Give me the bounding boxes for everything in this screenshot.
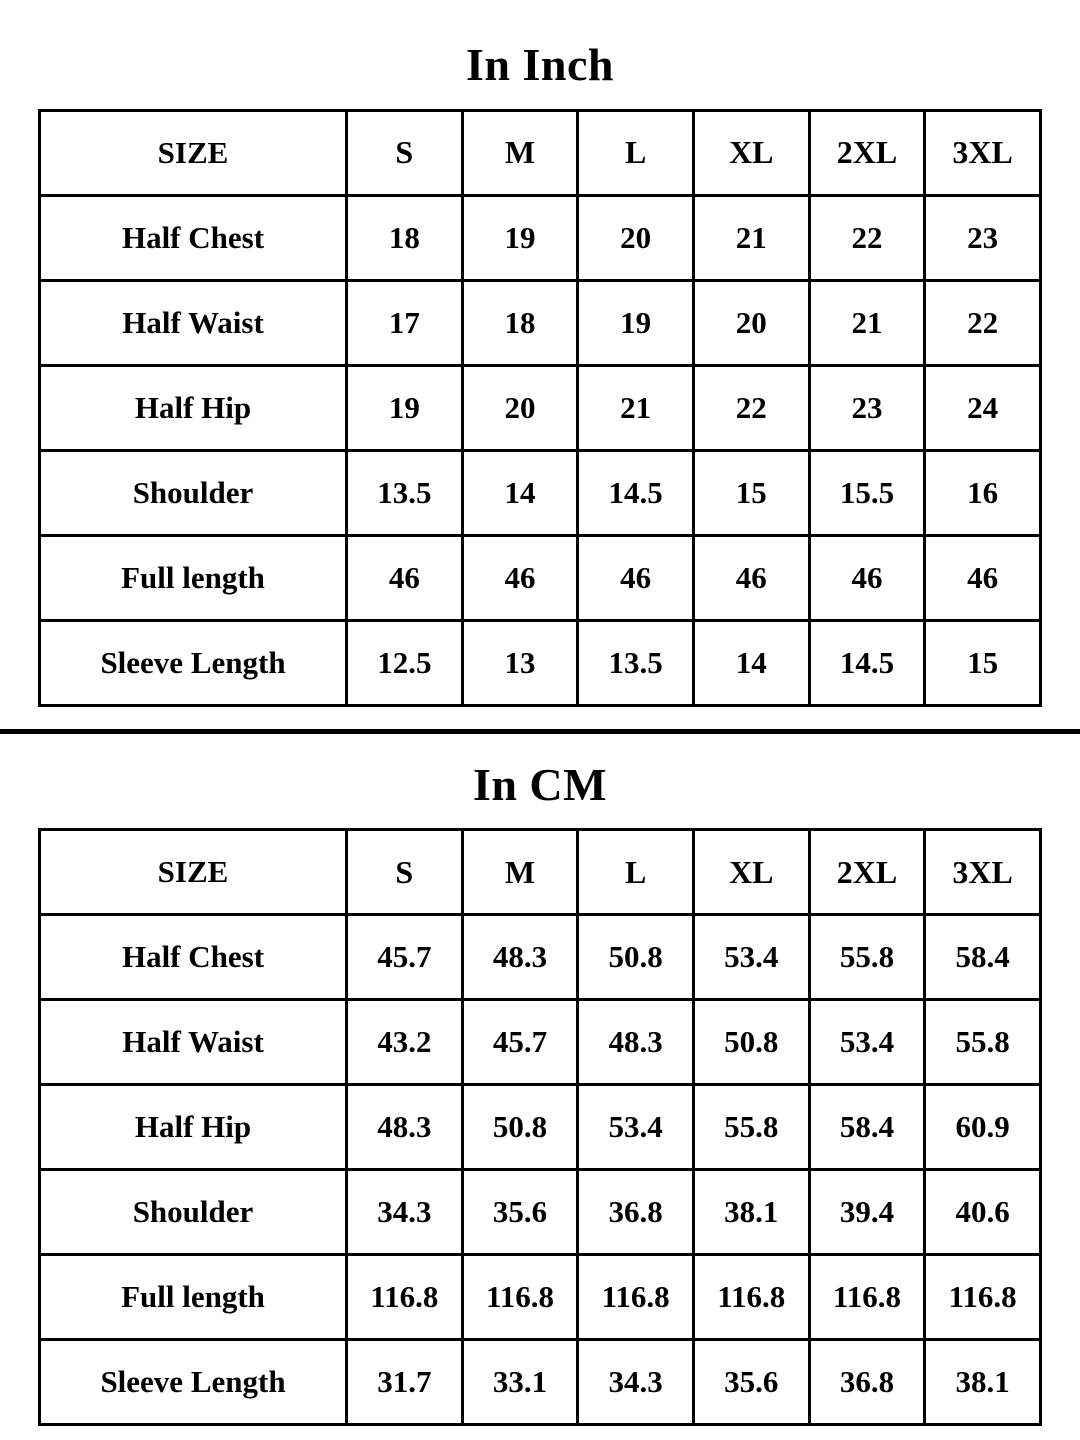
cell-value: 55.8 <box>809 915 925 1000</box>
cell-value: 20 <box>578 195 694 280</box>
cell-value: 116.8 <box>462 1255 578 1340</box>
cell-value: 36.8 <box>578 1170 694 1255</box>
cell-value: 48.3 <box>347 1085 463 1170</box>
row-label: Sleeve Length <box>40 1340 347 1425</box>
cell-value: 45.7 <box>462 1000 578 1085</box>
table-row <box>40 280 1041 365</box>
cell-value: 116.8 <box>809 1255 925 1340</box>
cell-value: 48.3 <box>462 915 578 1000</box>
cell-value: 43.2 <box>347 1000 463 1085</box>
cell-value: 60.9 <box>925 1085 1041 1170</box>
cell-value: 46 <box>925 535 1041 620</box>
table-row <box>40 1000 1041 1085</box>
row-label: Half Hip <box>40 365 347 450</box>
size-chart-section-cm <box>0 734 1080 1427</box>
cell-value: 23 <box>925 195 1041 280</box>
cell-value: 21 <box>693 195 809 280</box>
table-row <box>40 1340 1041 1425</box>
cell-value: 116.8 <box>347 1255 463 1340</box>
table-row <box>40 450 1041 535</box>
row-label: Shoulder <box>40 450 347 535</box>
table-row <box>40 620 1041 705</box>
cell-value: 14 <box>462 450 578 535</box>
row-label: Half Hip <box>40 1085 347 1170</box>
cell-value: 58.4 <box>809 1085 925 1170</box>
column-header-l: L <box>578 110 694 195</box>
cell-value: 16 <box>925 450 1041 535</box>
row-label: Full length <box>40 535 347 620</box>
cell-value: 53.4 <box>693 915 809 1000</box>
column-header-2xl: 2XL <box>809 830 925 915</box>
cell-value: 36.8 <box>809 1340 925 1425</box>
cell-value: 45.7 <box>347 915 463 1000</box>
cell-value: 55.8 <box>693 1085 809 1170</box>
section-title-cm: In CM <box>472 758 608 810</box>
cell-value: 22 <box>693 365 809 450</box>
cell-value: 18 <box>462 280 578 365</box>
cell-value: 35.6 <box>693 1340 809 1425</box>
cell-value: 116.8 <box>693 1255 809 1340</box>
table-row <box>40 1255 1041 1340</box>
cell-value: 15 <box>925 620 1041 705</box>
table-row <box>40 915 1041 1000</box>
row-label: Full length <box>40 1255 347 1340</box>
size-chart-section-inch <box>0 0 1080 707</box>
cell-value: 38.1 <box>925 1340 1041 1425</box>
row-label: Sleeve Length <box>40 620 347 705</box>
cell-value: 19 <box>578 280 694 365</box>
cell-value: 13.5 <box>578 620 694 705</box>
cell-value: 46 <box>462 535 578 620</box>
cell-value: 50.8 <box>578 915 694 1000</box>
section-title-inch: In Inch <box>466 39 614 90</box>
row-label: Shoulder <box>40 1170 347 1255</box>
column-header-xl: XL <box>693 830 809 915</box>
size-table-inch-body <box>40 195 1041 705</box>
cell-value: 21 <box>578 365 694 450</box>
cell-value: 14.5 <box>578 450 694 535</box>
table-row <box>40 195 1041 280</box>
cell-value: 46 <box>578 535 694 620</box>
cell-value: 15.5 <box>809 450 925 535</box>
cell-value: 23 <box>809 365 925 450</box>
cell-value: 40.6 <box>925 1170 1041 1255</box>
column-header-size: SIZE <box>40 110 347 195</box>
column-header-xl: XL <box>693 110 809 195</box>
cell-value: 35.6 <box>462 1170 578 1255</box>
cell-value: 31.7 <box>347 1340 463 1425</box>
size-table-cm <box>38 828 1042 1426</box>
cell-value: 34.3 <box>347 1170 463 1255</box>
cell-value: 20 <box>462 365 578 450</box>
column-header-size: SIZE <box>40 830 347 915</box>
cell-value: 39.4 <box>809 1170 925 1255</box>
cell-value: 19 <box>462 195 578 280</box>
size-table-cm-body <box>40 915 1041 1425</box>
cell-value: 19 <box>347 365 463 450</box>
cell-value: 14.5 <box>809 620 925 705</box>
table-header-row <box>40 830 1041 915</box>
column-header-m: M <box>462 110 578 195</box>
column-header-s: S <box>347 830 463 915</box>
cell-value: 14 <box>693 620 809 705</box>
column-header-m: M <box>462 830 578 915</box>
row-label: Half Waist <box>40 280 347 365</box>
cell-value: 24 <box>925 365 1041 450</box>
cell-value: 58.4 <box>925 915 1041 1000</box>
table-row <box>40 365 1041 450</box>
size-table-inch <box>38 109 1042 707</box>
cell-value: 116.8 <box>925 1255 1041 1340</box>
cell-value: 33.1 <box>462 1340 578 1425</box>
cell-value: 53.4 <box>809 1000 925 1085</box>
row-label: Half Chest <box>40 195 347 280</box>
table-row <box>40 1085 1041 1170</box>
cell-value: 46 <box>809 535 925 620</box>
column-header-2xl: 2XL <box>809 110 925 195</box>
cell-value: 20 <box>693 280 809 365</box>
cell-value: 38.1 <box>693 1170 809 1255</box>
cell-value: 21 <box>809 280 925 365</box>
cell-value: 13 <box>462 620 578 705</box>
cell-value: 34.3 <box>578 1340 694 1425</box>
size-table-inch-head <box>40 110 1041 195</box>
column-header-3xl: 3XL <box>925 830 1041 915</box>
cell-value: 18 <box>347 195 463 280</box>
cell-value: 22 <box>809 195 925 280</box>
cell-value: 22 <box>925 280 1041 365</box>
cell-value: 48.3 <box>578 1000 694 1085</box>
table-row <box>40 535 1041 620</box>
row-label: Half Chest <box>40 915 347 1000</box>
cell-value: 50.8 <box>693 1000 809 1085</box>
size-table-cm-head <box>40 830 1041 915</box>
column-header-3xl: 3XL <box>925 110 1041 195</box>
table-header-row <box>40 110 1041 195</box>
cell-value: 55.8 <box>925 1000 1041 1085</box>
cell-value: 15 <box>693 450 809 535</box>
column-header-l: L <box>578 830 694 915</box>
cell-value: 17 <box>347 280 463 365</box>
cell-value: 116.8 <box>578 1255 694 1340</box>
cell-value: 46 <box>347 535 463 620</box>
row-label: Half Waist <box>40 1000 347 1085</box>
cell-value: 13.5 <box>347 450 463 535</box>
cell-value: 46 <box>693 535 809 620</box>
column-header-s: S <box>347 110 463 195</box>
cell-value: 50.8 <box>462 1085 578 1170</box>
table-row <box>40 1170 1041 1255</box>
cell-value: 53.4 <box>578 1085 694 1170</box>
cell-value: 12.5 <box>347 620 463 705</box>
